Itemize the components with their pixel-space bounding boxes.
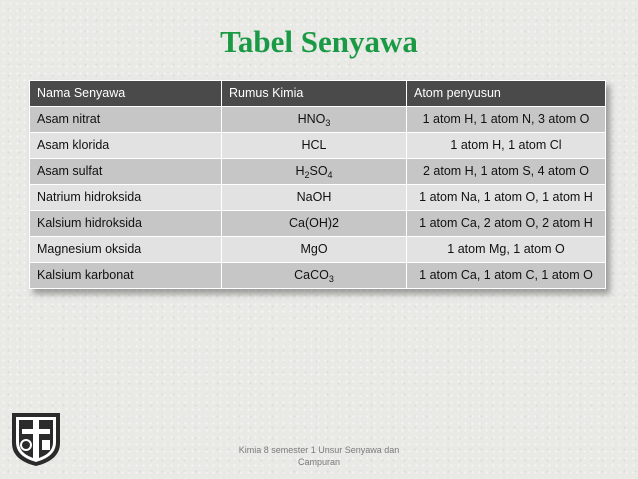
header-compound-name: Nama Senyawa <box>30 81 222 107</box>
cell-compound-name: Kalsium hidroksida <box>30 211 222 237</box>
cell-compound-name: Natrium hidroksida <box>30 185 222 211</box>
page-title: Tabel Senyawa <box>220 24 418 59</box>
formula-part: NaOH <box>296 190 332 204</box>
formula-part: HCL <box>301 138 327 152</box>
cell-compound-name: Magnesium oksida <box>30 237 222 263</box>
formula-part: HNO <box>297 112 326 126</box>
cell-constituent-atoms: 1 atom Ca, 1 atom C, 1 atom O <box>407 263 606 289</box>
school-logo <box>8 409 64 467</box>
cell-chemical-formula <box>222 107 407 133</box>
formula-subscript: 4 <box>327 170 333 180</box>
cell-chemical-formula <box>222 263 407 289</box>
formula-part: SO <box>309 164 328 178</box>
cell-constituent-atoms: 1 atom Mg, 1 atom O <box>407 237 606 263</box>
cell-constituent-atoms: 2 atom H, 1 atom S, 4 atom O <box>407 159 606 185</box>
cell-constituent-atoms: 1 atom H, 1 atom N, 3 atom O <box>407 107 606 133</box>
formula-part: CaCO <box>294 268 329 282</box>
cell-chemical-formula <box>222 159 407 185</box>
formula-subscript: 2 <box>304 170 310 180</box>
footer-text: Kimia 8 semester 1 Unsur Senyawa dan Campuran <box>238 445 400 467</box>
header-chemical-formula: Rumus Kimia <box>222 81 407 107</box>
formula-subscript: 3 <box>328 274 334 284</box>
cell-constituent-atoms: 1 atom Ca, 2 atom O, 2 atom H <box>407 211 606 237</box>
school-crest-cross-logo-icon <box>8 409 64 467</box>
formula-part: MgO <box>300 242 328 256</box>
table-row <box>30 211 606 237</box>
cell-compound-name: Asam klorida <box>30 133 222 159</box>
cell-chemical-formula <box>222 237 407 263</box>
table-row <box>30 237 606 263</box>
table-header-row <box>30 81 606 107</box>
cell-chemical-formula <box>222 185 407 211</box>
header-constituent-atoms: Atom penyusun <box>407 81 606 107</box>
table-row <box>30 185 606 211</box>
cell-compound-name: Asam sulfat <box>30 159 222 185</box>
compound-table <box>29 80 606 289</box>
table-body <box>30 107 606 289</box>
table-row <box>30 263 606 289</box>
table-row <box>30 107 606 133</box>
cell-chemical-formula <box>222 133 407 159</box>
formula-subscript: 3 <box>325 118 331 128</box>
compound-table-container <box>29 80 606 289</box>
cell-constituent-atoms: 1 atom Na, 1 atom O, 1 atom H <box>407 185 606 211</box>
table-row <box>30 133 606 159</box>
cell-constituent-atoms: 1 atom H, 1 atom Cl <box>407 133 606 159</box>
formula-part: H <box>295 164 305 178</box>
formula-part: Ca(OH)2 <box>288 216 339 230</box>
cell-compound-name: Kalsium karbonat <box>30 263 222 289</box>
table-row <box>30 159 606 185</box>
cell-compound-name: Asam nitrat <box>30 107 222 133</box>
cell-chemical-formula <box>222 211 407 237</box>
